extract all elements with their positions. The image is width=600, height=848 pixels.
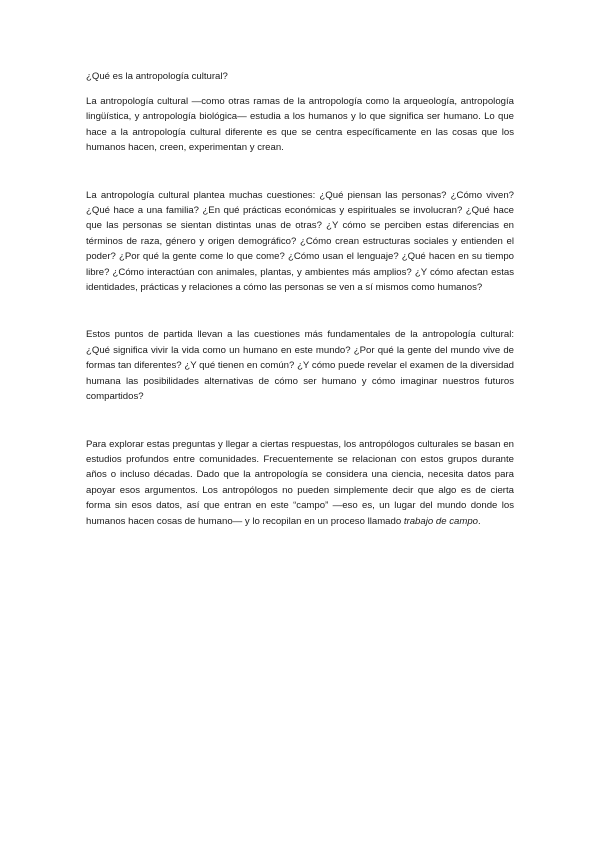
paragraph-fieldwork-end: . [478, 515, 481, 527]
fieldwork-term: trabajo de campo [403, 515, 478, 527]
document-heading: ¿Qué es la antropología cultural? [86, 71, 228, 82]
paragraph-fieldwork [86, 437, 514, 529]
paragraph-intro: La antropología cultural —como otras ramas de la antropología como la arqueología, antropología lingüística, y antropología biológica— estudia a los humanos y lo que significa ser humano. Lo que hace a la antropología cultural diferente es que se centra específicamente en las cosas que los humanos hacen, creen, experimentan y crean. [86, 96, 514, 154]
paragraph-fieldwork-text: Para explorar estas preguntas y llegar a ciertas respuestas, los antropólogos culturales se basan en estudios profundos entre comunidades. Frecuentemente se relacionan con estos grupos durante años o incluso décadas. Dado que la antropología se considera una ciencia, necesita datos para apoyar esos argumentos. Los antropólogos no pueden simplemente decir que algo es de cierta forma sin esos datos, así que entran en este “campo” —eso es, un lugar del mundo donde los humanos hacen cosas de humano— y lo recopilan en un proceso llamado [86, 438, 514, 527]
paragraph-fundamental-questions: Estos puntos de partida llevan a las cuestiones más fundamentales de la antropología cultural: ¿Qué significa vivir la vida como un humano en este mundo? ¿Por qué la gente del mundo vive de formas tan diferentes? ¿Y qué tienen en común? ¿Y cómo puede revelar el examen de la diversidad humana las posibilidades alternativas de cómo ser humano y cómo imaginar nuestros futuros compartidos? [86, 329, 514, 403]
paragraph-questions: La antropología cultural plantea muchas cuestiones: ¿Qué piensan las personas? ¿Cómo viven? ¿Qué hace a una familia? ¿En qué prácticas económicas y espirituales se involucran? ¿Qué hace que las personas se sientan distintas unas de otras? ¿Y cómo se perciben estas diferencias en términos de raza, género y origen demográfico? ¿Cómo crean estructuras sociales y entienden el poder? ¿Por qué la gente come lo que come? ¿Cómo usan el lenguaje? ¿Qué hacen en su tiempo libre? ¿Cómo interactúan con animales, plantas, y ambientes más amplios? ¿Y cómo afectan estas identidades, prácticas y relaciones a cómo las personas se ven a sí mismos como humanos? [86, 189, 514, 294]
document-page [86, 70, 514, 529]
